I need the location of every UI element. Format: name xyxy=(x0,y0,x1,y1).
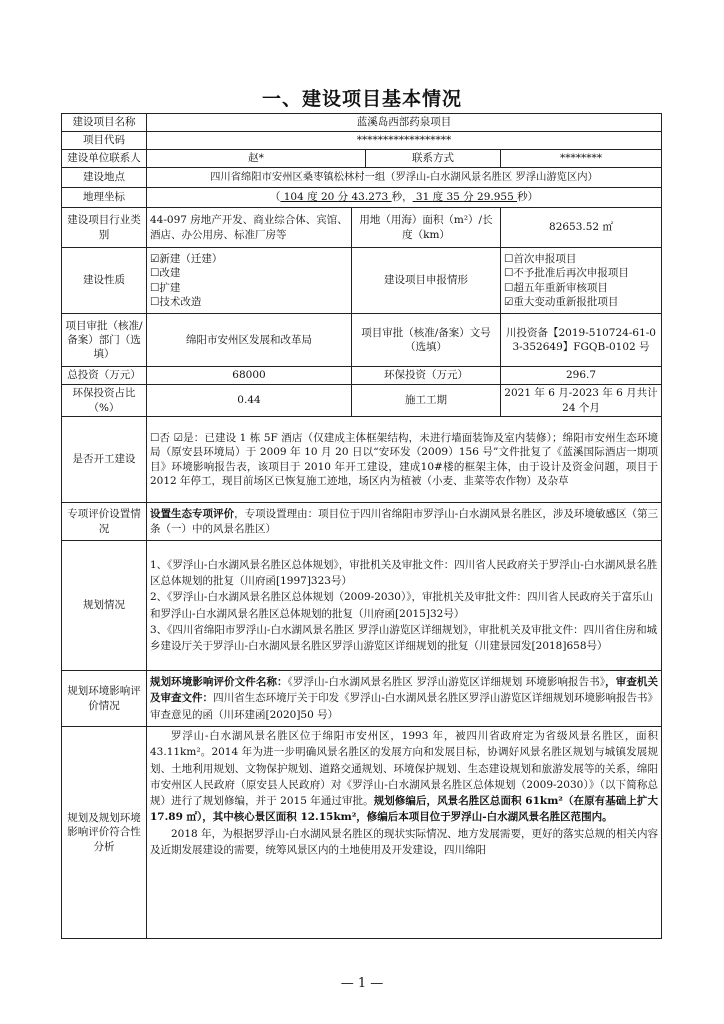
coord-unit: 分 xyxy=(463,191,474,204)
env-ratio-value: 0.44 xyxy=(147,385,352,417)
env-ratio-label: 环保投资占比（%） xyxy=(62,385,147,417)
special-text: ，专项设置理由：项目位于四川省绵阳市罗浮山-白水湖风景名胜区，涉及环境敏感区（第三条（一）中的风景名胜区） xyxy=(150,508,659,535)
plan-env-t2: 四川省生态环境厅关于印发《罗浮山-白水湖风景名胜区罗浮山游览区详细规划环境影响报告书》审查意见的函（川环建函[2020]50 号） xyxy=(150,692,659,721)
nature-option-new: ☑新建（迁建） xyxy=(150,253,223,266)
started-text: ☐否 ☑是：已建设 1 栋 5F 酒店（仅建成主体框架结构，未进行墙面装饰及室内装修）；绵阳市安州生态环境局（原安县环境局）于 2009 年 10 月 20 日以“安环发（2009）156 号”文件批复了《蓝溪国际酒店一期项目》环境影响报告表，该项目于 2010 年开工建设，建成10#楼的框架主体，由于设计及资金问题，项目于 2012 年停工，现目前场区已恢复施工迹地，场区内为植被（小麦、韭菜等农作物）及杂草 xyxy=(150,432,658,487)
phone-label: 联系方式 xyxy=(366,150,501,168)
contact-label: 建设单位联系人 xyxy=(62,150,147,168)
project-code-value: ****************** xyxy=(147,132,662,150)
declare-option-first: ☐首次申报项目 xyxy=(504,253,577,266)
plan-env-t1: 《罗浮山-白水湖风景名胜区 罗浮山游览区详细规划 环境影响报告书》 xyxy=(287,676,606,689)
plan-value: 1、《罗浮山-白水湖风景名胜区总体规划》，审批机关及审批文件：四川省人民政府关于罗浮山-白水湖风景名胜区总体规划的批复（川府函[1997]323号） 2、《罗浮山-白水湖风景名胜区总体规划（2009-2030）》，审批机关及审批文件：四川省人民政府关于富乐山和罗浮山-白水湖风景名胜区总体规划的批复（川府函[2015]32号） 3、《四川省绵阳市罗浮山-白水湖风景名胜区 罗浮山游览区详细规划》，审批机关及审批文件：四川省住房和城乡建设厅关于罗浮山-白水湖风景名胜区罗浮山游览区详细规划的批复（川建景园发[2018]658号） xyxy=(147,541,662,671)
phone-value: ******** xyxy=(501,150,662,168)
coord-open: （ xyxy=(269,191,281,204)
industry-label: 建设项目行业类别 xyxy=(62,208,147,248)
nature-option-expand: ☐扩建 xyxy=(150,281,181,294)
approval-no-value: 川投资备【2019-510724-61-03-352649】FGQB-0102 号 xyxy=(501,314,662,367)
coord-unit: 度 xyxy=(432,191,444,204)
analysis-p1-bold: 规划修编后，风景名胜区总面积 61km²（在原有基础上扩大 17.89 ㎡），其中核心景区面积 12.15km²，修编后本项目位于罗浮山-白水湖风景名胜区范围内。 xyxy=(150,795,658,824)
declare-option-resubmit: ☐不予批准后再次申报项目 xyxy=(504,267,629,280)
period-value: 2021 年 6 月-2023 年 6 月共计 24 个月 xyxy=(501,385,662,417)
coord-lon-min: 20 xyxy=(317,191,338,204)
location-label: 建设地点 xyxy=(62,168,147,188)
period-label: 施工工期 xyxy=(352,385,501,417)
coord-unit: 度 xyxy=(307,191,318,204)
declare-option-major-change: ☑重大变动重新报批项目 xyxy=(504,295,619,308)
coord-lat-sec: 29.955 xyxy=(473,191,518,204)
analysis-p1: 罗浮山-白水湖风景名胜区位于绵阳市安州区，1993 年，被四川省政府定为省级风景名胜区，面积 43.11km²。2014 年为进一步明确风景名胜区的发展方向和发展目标，协调好风景名胜区规划与城镇发展规划、土地利用规划、文物保护规划、道路交通规划、环境保护规划、生态建设规划和旅游发展等的关系，绵阳市安州区人民政府（原安县人民政府）对《罗浮山-白水湖风景名胜区总体规划（2009-2030）》（以下简称总规）进行了规划修编，并于 2015 年通过审批。 xyxy=(150,730,658,808)
coord-label: 地理坐标 xyxy=(62,188,147,208)
analysis-value xyxy=(147,727,662,939)
project-info-table xyxy=(61,113,662,939)
special-bold: 设置生态专项评价 xyxy=(150,508,235,521)
started-label: 是否开工建设 xyxy=(62,417,147,503)
coord-close: 秒） xyxy=(517,191,539,204)
env-invest-value: 296.7 xyxy=(501,367,662,385)
special-label: 专项评价设置情况 xyxy=(62,503,147,541)
page-number: — 1 — xyxy=(340,976,384,991)
declare-options xyxy=(501,248,662,314)
plan-env-label: 规划环境影响评价情况 xyxy=(62,671,147,727)
plan-label: 规划情况 xyxy=(62,541,147,671)
nature-option-rebuild: ☐改建 xyxy=(150,267,181,280)
nature-option-tech: ☐技术改造 xyxy=(150,295,202,308)
coord-value xyxy=(147,188,662,208)
env-invest-label: 环保投资（万元） xyxy=(352,367,501,385)
area-value: 82653.52 ㎡ xyxy=(501,208,662,248)
location-value: 四川省绵阳市安州区桑枣镇松林村一组（罗浮山-白水湖风景名胜区 罗浮山游览区内） xyxy=(147,168,662,188)
coord-lat-min: 35 xyxy=(443,191,464,204)
analysis-label: 规划及规划环境影响评价符合性分析 xyxy=(62,727,147,939)
started-value xyxy=(147,417,662,503)
plan-env-value xyxy=(147,671,662,727)
approval-no-label: 项目审批（核准/备案）文号（选填） xyxy=(352,314,501,367)
declare-label: 建设项目申报情形 xyxy=(352,248,501,314)
coord-unit: 分 xyxy=(337,191,349,204)
coord-lon-sec: 43.273 xyxy=(348,191,392,204)
plan-env-b2: ，审查机关及审查文件： xyxy=(150,676,658,705)
industry-value: 44-097 房地产开发、商业综合体、宾馆、酒店、办公用房、标准厂房等 xyxy=(147,208,352,248)
declare-option-five-year: ☐超五年重新审核项目 xyxy=(504,281,608,294)
page-title: 一、建设项目基本情况 xyxy=(261,88,462,110)
nature-options xyxy=(147,248,352,314)
nature-label: 建设性质 xyxy=(62,248,147,314)
project-code-label: 项目代码 xyxy=(62,132,147,150)
invest-value: 68000 xyxy=(147,367,352,385)
contact-value: 赵* xyxy=(147,150,366,168)
area-label: 用地（用海）面积（m²）/长度（km） xyxy=(352,208,501,248)
project-name-label: 建设项目名称 xyxy=(62,114,147,132)
approval-dept-value: 绵阳市安州区发展和改革局 xyxy=(147,314,352,367)
coord-lon-deg: 104 xyxy=(280,191,308,204)
analysis-p2: 2018 年，为根据罗浮山-白水湖风景名胜区的现状实际情况、地方发展需要，更好的落实总规的相关内容及近期发展建设的需要，统筹风景区内的土地使用及开发建设，四川绵阳 xyxy=(150,827,658,856)
coord-lat-deg: 31 xyxy=(412,191,433,204)
special-value xyxy=(147,503,662,541)
project-name-value: 蓝溪岛西部药泉项目 xyxy=(147,114,662,132)
approval-dept-label: 项目审批（核准/备案）部门（选填） xyxy=(62,314,147,367)
plan-env-b1: 规划环境影响评价文件名称： xyxy=(150,676,288,689)
invest-label: 总投资（万元） xyxy=(62,367,147,385)
coord-unit: 秒， xyxy=(391,191,413,204)
